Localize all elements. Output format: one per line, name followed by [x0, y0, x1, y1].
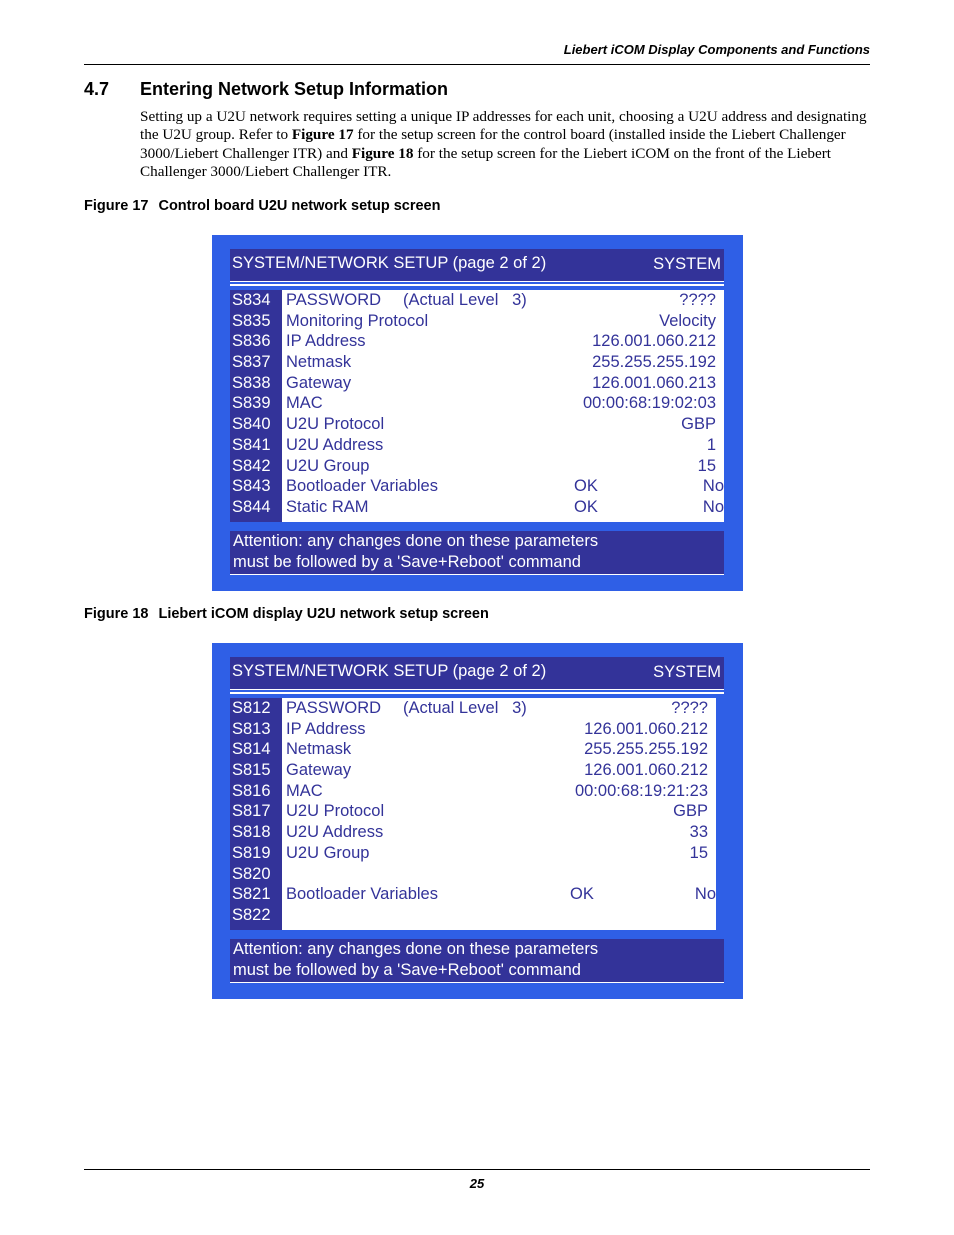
- para-text-3: for the setup screen for the Liebert iCOM on the front of the Liebert Challenger 3000/Liebert Challenger ITR.: [140, 144, 831, 180]
- parameter-label: Monitoring Protocol: [286, 311, 429, 330]
- parameter-label: IP Address: [286, 332, 366, 351]
- parameter-value: 15: [697, 456, 716, 475]
- divider-line: [230, 692, 724, 694]
- parameter-row[interactable]: [282, 456, 724, 477]
- parameter-value: 1: [706, 435, 716, 454]
- parameter-row[interactable]: [282, 476, 724, 497]
- parameter-label: Bootloader Variables: [286, 477, 438, 496]
- parameter-code: S818: [232, 823, 271, 842]
- parameter-row[interactable]: [282, 719, 716, 740]
- figure-17-label: Figure 17: [84, 198, 149, 214]
- parameter-row[interactable]: [282, 497, 724, 518]
- parameter-row[interactable]: [282, 781, 716, 802]
- parameter-row[interactable]: [282, 698, 716, 719]
- parameter-row[interactable]: [282, 393, 724, 414]
- figure-18-caption: [84, 606, 489, 622]
- figure-18-screen: [212, 643, 743, 999]
- screen-title: SYSTEM/NETWORK SETUP (page 2 of 2): [232, 662, 547, 680]
- parameter-status: OK: [574, 497, 598, 516]
- parameter-value: No: [702, 477, 724, 496]
- parameter-code: S812: [232, 699, 271, 717]
- parameter-code: S814: [232, 740, 271, 759]
- footer-rule: [84, 1169, 870, 1170]
- body-paragraph: [140, 108, 870, 181]
- parameter-value: Velocity: [659, 311, 716, 330]
- parameter-label: Netmask: [286, 353, 352, 372]
- parameter-label: Gateway: [286, 761, 352, 780]
- parameter-code: S836: [232, 332, 271, 351]
- section-heading: [84, 79, 448, 100]
- running-header: Liebert iCOM Display Components and Functions: [563, 42, 870, 57]
- figure-18-label: Figure 18: [84, 606, 149, 622]
- attention-line-2: must be followed by a 'Save+Reboot' command: [233, 961, 581, 979]
- parameter-label: PASSWORD: [286, 291, 382, 309]
- parameter-value: 255.255.255.192: [592, 353, 716, 372]
- parameter-label: U2U Group: [286, 456, 370, 475]
- parameter-rows: [282, 698, 716, 930]
- screen-header: [230, 249, 724, 282]
- figure-17-caption: [84, 198, 440, 214]
- parameter-code: S835: [232, 311, 271, 330]
- parameter-rows: [282, 290, 724, 522]
- parameter-row[interactable]: [282, 414, 724, 435]
- section-number: 4.7: [84, 79, 110, 99]
- parameter-row[interactable]: [282, 864, 716, 885]
- header-rule: [84, 64, 870, 65]
- parameter-value: GBP: [681, 415, 716, 434]
- parameter-value: 126.001.060.212: [584, 719, 708, 738]
- attention-line-2: must be followed by a 'Save+Reboot' command: [233, 553, 581, 571]
- parameter-code: S820: [232, 864, 271, 883]
- parameter-code: S838: [232, 373, 271, 392]
- parameter-value: ????: [679, 291, 716, 309]
- divider-line: [230, 284, 724, 286]
- parameter-code: S843: [232, 477, 271, 496]
- screen-title: SYSTEM/NETWORK SETUP (page 2 of 2): [232, 254, 547, 272]
- parameter-value: 126.001.060.212: [592, 332, 716, 351]
- parameter-row[interactable]: [282, 352, 724, 373]
- parameter-row[interactable]: [282, 311, 724, 332]
- screen-mode: SYSTEM: [653, 663, 721, 681]
- parameter-label: MAC: [286, 781, 323, 800]
- figure-18-caption-text: Liebert iCOM display U2U network setup screen: [158, 606, 489, 622]
- parameter-level-note: (Actual Level 3): [403, 699, 527, 717]
- parameter-row[interactable]: [282, 801, 716, 822]
- screen-mode: SYSTEM: [653, 255, 721, 273]
- parameter-label: U2U Address: [286, 435, 384, 454]
- parameter-row[interactable]: [282, 760, 716, 781]
- parameter-row[interactable]: [282, 884, 716, 905]
- parameter-label: Static RAM: [286, 497, 369, 516]
- parameter-codes: [230, 698, 282, 930]
- parameter-value: No: [694, 885, 716, 904]
- parameter-codes: [230, 290, 282, 522]
- attention-line-1: Attention: any changes done on these parameters: [233, 532, 599, 550]
- parameter-code: S841: [232, 435, 271, 454]
- figure-17-caption-text: Control board U2U network setup screen: [158, 198, 441, 214]
- parameter-label: MAC: [286, 394, 323, 413]
- parameter-label: IP Address: [286, 719, 366, 738]
- parameter-label: Bootloader Variables: [286, 885, 438, 904]
- parameter-label: U2U Protocol: [286, 802, 385, 821]
- parameter-row[interactable]: [282, 905, 716, 926]
- page-number: 25: [469, 1176, 485, 1191]
- parameter-code: S815: [232, 761, 271, 780]
- parameter-value: GBP: [673, 802, 708, 821]
- parameter-label: U2U Group: [286, 843, 370, 862]
- parameter-value: 00:00:68:19:02:03: [582, 394, 716, 413]
- parameter-code: S813: [232, 719, 271, 738]
- parameter-value: 15: [689, 843, 708, 862]
- section-title: Entering Network Setup Information: [140, 79, 449, 99]
- para-text-1: Setting up a U2U network requires setting a unique IP addresses for each unit, choosing a U2U address and designating the U2U group. Refer to: [140, 108, 867, 144]
- parameter-value: 33: [689, 823, 708, 842]
- parameter-value: No: [702, 497, 724, 516]
- parameter-row[interactable]: [282, 373, 724, 394]
- figure-17-screen: [212, 235, 743, 591]
- parameter-label: PASSWORD: [286, 699, 382, 717]
- parameter-code: S840: [232, 415, 271, 434]
- parameter-label: U2U Address: [286, 823, 384, 842]
- parameter-status: OK: [574, 477, 598, 496]
- parameter-code: S822: [232, 905, 271, 924]
- parameter-value: 126.001.060.213: [592, 373, 716, 392]
- attention-box: [230, 939, 724, 983]
- parameter-value: 126.001.060.212: [584, 761, 708, 780]
- parameter-code: S819: [232, 843, 271, 862]
- parameter-code: S839: [232, 394, 271, 413]
- parameter-value: ????: [671, 699, 708, 717]
- figure-18-reference: Figure 18: [351, 144, 414, 162]
- parameter-row[interactable]: [282, 331, 724, 352]
- para-text-2: for the setup screen for the control board (installed inside the Liebert Challenger 3000/Liebert Challenger ITR) and: [140, 126, 846, 162]
- figure-17-reference: Figure 17: [291, 126, 354, 144]
- parameter-level-note: (Actual Level 3): [403, 291, 527, 309]
- parameter-row[interactable]: [282, 435, 724, 456]
- parameter-code: S821: [232, 885, 271, 904]
- parameter-code: S817: [232, 802, 271, 821]
- parameter-label: Netmask: [286, 740, 352, 759]
- parameter-value: 00:00:68:19:21:23: [574, 781, 708, 800]
- parameter-row[interactable]: [282, 843, 716, 864]
- parameter-label: Gateway: [286, 373, 352, 392]
- parameter-label: U2U Protocol: [286, 415, 385, 434]
- parameter-code: S837: [232, 353, 271, 372]
- parameter-code: S816: [232, 781, 271, 800]
- attention-box: [230, 531, 724, 575]
- parameter-code: S844: [232, 497, 271, 516]
- parameter-row[interactable]: [282, 290, 724, 311]
- parameter-code: S834: [232, 291, 271, 309]
- attention-line-1: Attention: any changes done on these parameters: [233, 940, 599, 958]
- parameter-status: OK: [570, 885, 594, 904]
- parameter-value: 255.255.255.192: [584, 740, 708, 759]
- parameter-row[interactable]: [282, 739, 716, 760]
- parameter-code: S842: [232, 456, 271, 475]
- parameter-row[interactable]: [282, 822, 716, 843]
- screen-header: [230, 657, 724, 690]
